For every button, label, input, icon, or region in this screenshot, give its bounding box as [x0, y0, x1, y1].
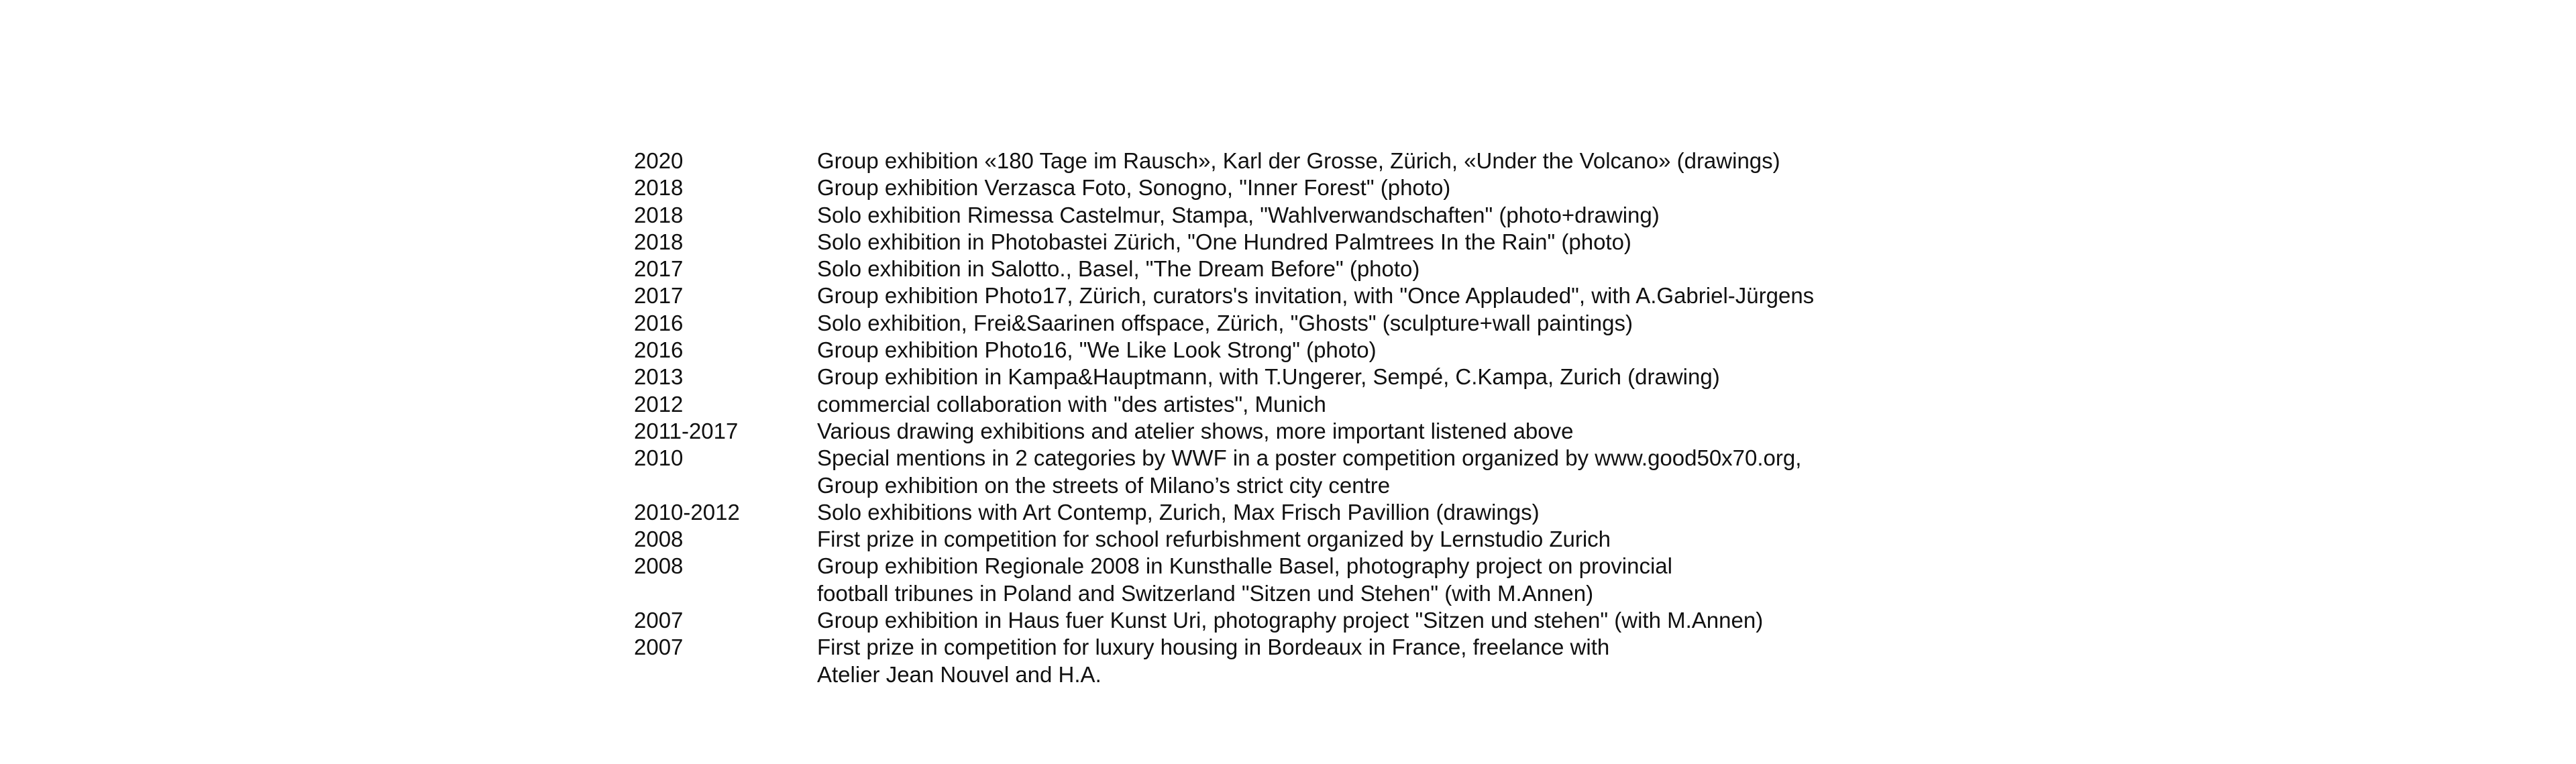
entry-year: 2010 [634, 445, 684, 471]
list-item [634, 282, 2110, 309]
list-item [634, 391, 2110, 418]
entry-description: Solo exhibition in Salotto., Basel, "The Dream Before" (photo) [817, 256, 1420, 282]
list-item [634, 337, 2110, 364]
exhibition-list [634, 148, 2110, 688]
entry-description: Solo exhibition, Frei&Saarinen offspace, Zürich, "Ghosts" (sculpture+wall paintings) [817, 310, 1633, 335]
list-item [634, 202, 2110, 229]
entry-description: First prize in competition for school refurbishment organized by Lernstudio Zurich [817, 527, 1611, 552]
list-item [634, 364, 2110, 390]
list-item [634, 229, 2110, 256]
entry-year: 2020 [634, 148, 684, 173]
list-item [634, 499, 2110, 526]
entry-year: 2016 [634, 310, 684, 335]
list-item [634, 607, 2110, 634]
list-item [634, 553, 2110, 607]
entry-year: 2018 [634, 229, 684, 254]
entry-year: 2007 [634, 635, 684, 660]
entry-year: 2013 [634, 364, 684, 390]
entry-description: Solo exhibition Rimessa Castelmur, Stampa, "Wahlverwandschaften" (photo+drawing) [817, 202, 1660, 227]
entry-year: 2007 [634, 608, 684, 633]
entry-year: 2018 [634, 202, 684, 227]
list-item [634, 310, 2110, 337]
list-item [634, 634, 2110, 688]
list-item [634, 526, 2110, 553]
entry-description: Group exhibition in Kampa&Hauptmann, with T.Ungerer, Sempé, C.Kampa, Zurich (drawing) [817, 364, 1720, 390]
entry-year: 2011-2017 [634, 418, 739, 443]
entry-year: 2008 [634, 553, 684, 579]
entry-year: 2017 [634, 283, 684, 309]
entry-description: Group exhibition Photo16, "We Like Look Strong" (photo) [817, 337, 1377, 363]
list-item [634, 174, 2110, 201]
entry-description: Solo exhibition in Photobastei Zürich, "One Hundred Palmtrees In the Rain" (photo) [817, 229, 1631, 254]
entry-year: 2012 [634, 391, 684, 417]
entry-description: Various drawing exhibitions and atelier shows, more important listened above [817, 418, 1574, 443]
entry-description: Solo exhibitions with Art Contemp, Zurich, Max Frisch Pavillion (drawings) [817, 499, 1540, 525]
entry-description: Special mentions in 2 categories by WWF in a poster competition organized by www.good50x70.org, Group exhibition on the streets of Milano’s strict city centre [817, 445, 1802, 498]
entry-year: 2017 [634, 256, 684, 282]
list-item [634, 148, 2110, 174]
list-item [634, 418, 2110, 445]
list-item [634, 256, 2110, 282]
entry-description: Group exhibition Photo17, Zürich, curators's invitation, with "Once Applauded", with A.Gabriel-Jürgens [817, 283, 1815, 309]
entry-year: 2008 [634, 527, 684, 552]
entry-year: 2018 [634, 175, 684, 201]
entry-description: Group exhibition Verzasca Foto, Sonogno, "Inner Forest" (photo) [817, 175, 1451, 201]
entry-description: Group exhibition Regionale 2008 in Kunsthalle Basel, photography project on provincial football tribunes in Poland and Switzerland "Sitzen und Stehen" (with M.Annen) [817, 553, 1672, 606]
entry-year: 2016 [634, 337, 684, 363]
entry-year: 2010-2012 [634, 499, 740, 525]
list-item [634, 445, 2110, 499]
entry-description: First prize in competition for luxury housing in Bordeaux in France, freelance with Atelier Jean Nouvel and H.A. [817, 635, 1610, 687]
entry-description: Group exhibition in Haus fuer Kunst Uri, photography project "Sitzen und stehen" (with M.Annen) [817, 608, 1764, 633]
entry-description: Group exhibition «180 Tage im Rausch», Karl der Grosse, Zürich, «Under the Volcano» (drawings) [817, 148, 1780, 173]
entry-description: commercial collaboration with "des artistes", Munich [817, 391, 1326, 417]
